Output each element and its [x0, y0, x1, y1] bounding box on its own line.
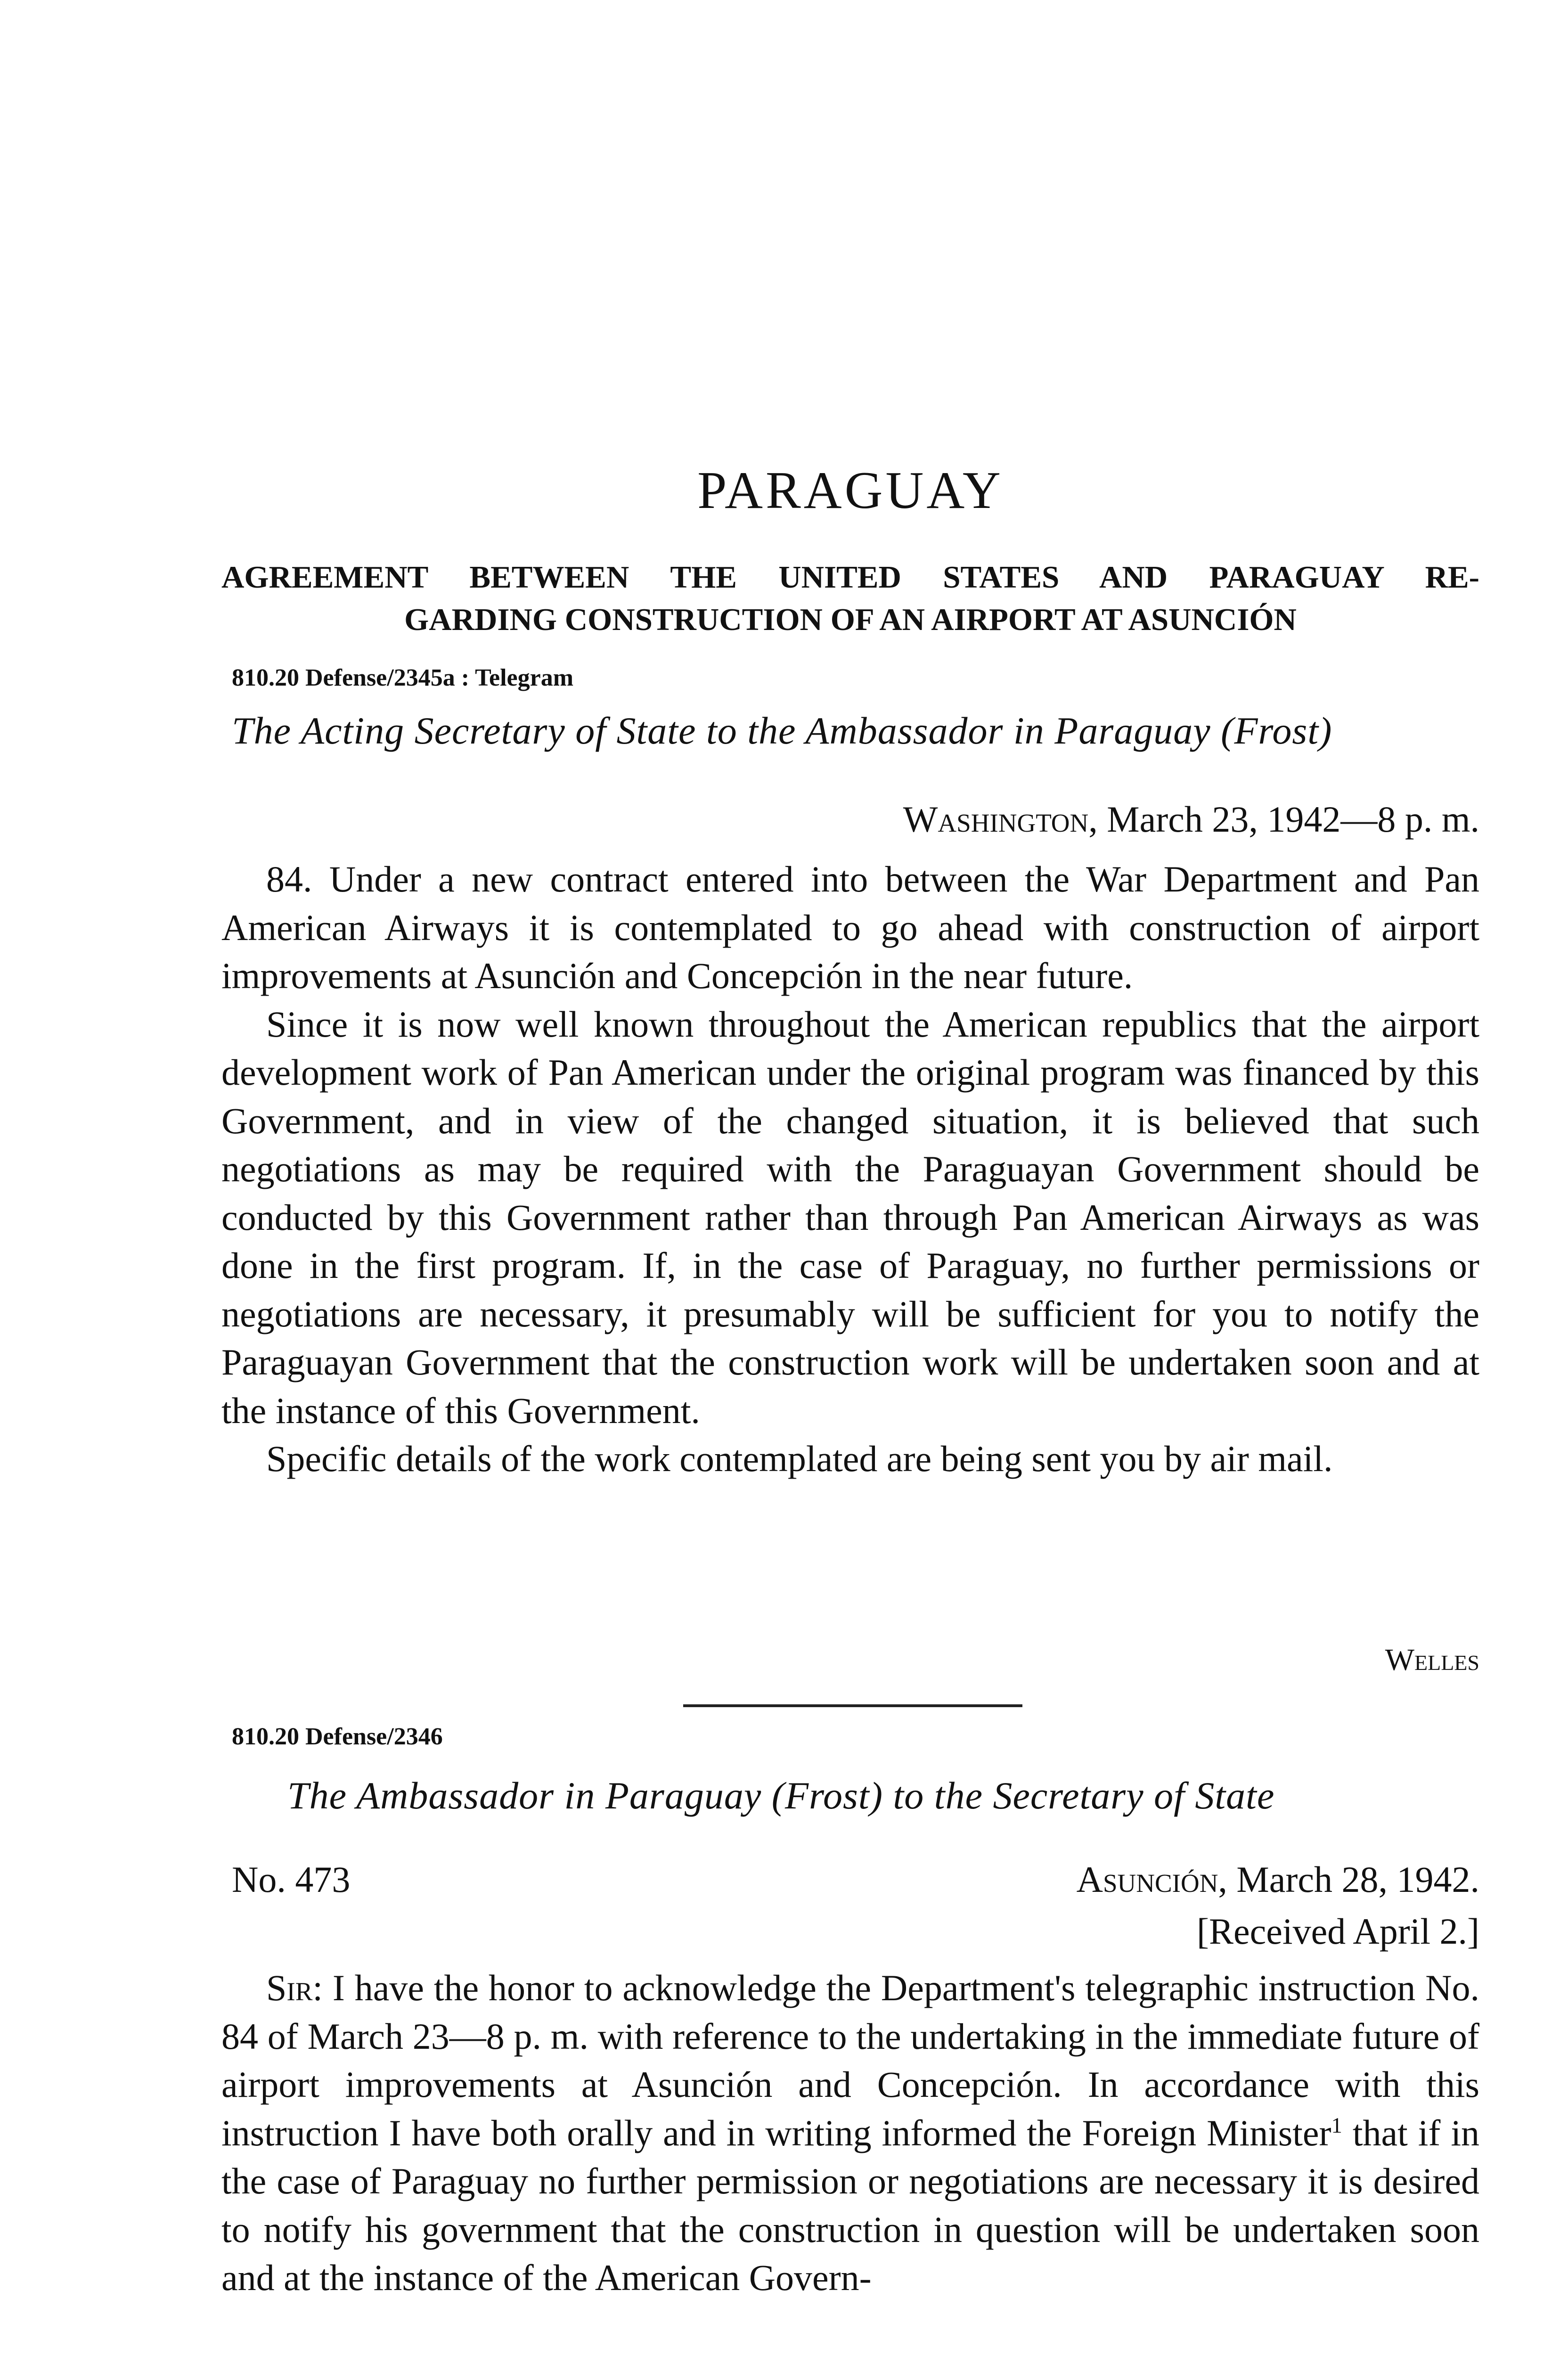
- page-title: PARAGUAY: [697, 461, 1004, 520]
- doc2-paragraph: [221, 1964, 1479, 2302]
- doc2-paragraph-text: : I have the honor to acknowledge the Department's telegraphic instruction No. 84 of March 23—8 p. m. with reference to the undertaking in the immediate future of airport improvements at Asunción and Concepción. In accordance with this instruction I have both orally and in writing informed the Foreign Minister: [221, 1967, 1479, 2153]
- section-divider: [683, 1704, 1022, 1707]
- section-heading: [221, 556, 1479, 641]
- section-heading-line1: AGREEMENT BETWEEN THE UNITED STATES AND PARAGUAY RE-: [221, 560, 1479, 595]
- doc1-paragraph: 84. Under a new contract entered into between the War Department and Pan American Airways it is contemplated to go ahead with construction of airport improvements at Asunción and Concepción in the near future.: [221, 859, 1479, 996]
- doc2-dateline-date: , March 28, 1942.: [1218, 1859, 1479, 1900]
- doc1-paragraph: Since it is now well known throughout the American republics that the airport development work of Pan American under the original program was financed by this Government, and in view of the changed situation, it is believed that such negotiations as may be required with the Paraguayan Government should be conducted by this Government rather than through Pan American Airways as was done in the first program. If, in the case of Paraguay, no further permissions or negotiations are necessary, it presumably will be sufficient for you to notify the Paraguayan Government that the construction work will be undertaken soon and at the instance of this Government.: [221, 1003, 1479, 1431]
- doc2-dateline: [221, 1861, 1479, 1898]
- doc1-signature: [221, 1644, 1479, 1676]
- doc1-dateline-place: Washington: [903, 799, 1089, 840]
- doc2-dateline-place: Asunción: [1076, 1859, 1218, 1900]
- section-heading-line2: GARDING CONSTRUCTION OF AN AIRPORT AT ASUNCIÓN: [404, 602, 1297, 637]
- doc1-paragraph: Specific details of the work contemplated are being sent you by air mail.: [266, 1438, 1333, 1479]
- doc2-body: [221, 1964, 1479, 2302]
- salutation: Sir: [266, 1967, 313, 2008]
- signature-name: Welles: [1385, 1643, 1479, 1677]
- footnote-reference: 1: [1331, 2113, 1342, 2138]
- doc2-received-date: [Received April 2.]: [1197, 1911, 1479, 1952]
- doc2-title: The Ambassador in Paraguay (Frost) to the Secretary of State: [287, 1774, 1275, 1817]
- doc1-title: The Acting Secretary of State to the Ambassador in Paraguay (Frost): [232, 709, 1332, 752]
- doc2-paragraph-continued: that if in the case of Paraguay no further permission or negotiations are necessary it is desired to notify his government that the construction in question will be undertaken soon and at the instance of the American Govern-: [221, 2112, 1480, 2298]
- doc2-file-reference: 810.20 Defense/2346: [232, 1723, 443, 1750]
- doc1-body: [221, 855, 1479, 1483]
- doc1-dateline-date: , March 23, 1942—8 p. m.: [1088, 799, 1479, 840]
- doc1-file-reference: 810.20 Defense/2345a : Telegram: [232, 664, 574, 691]
- doc2-number: No. 473: [232, 1859, 351, 1900]
- doc1-dateline: [221, 801, 1479, 838]
